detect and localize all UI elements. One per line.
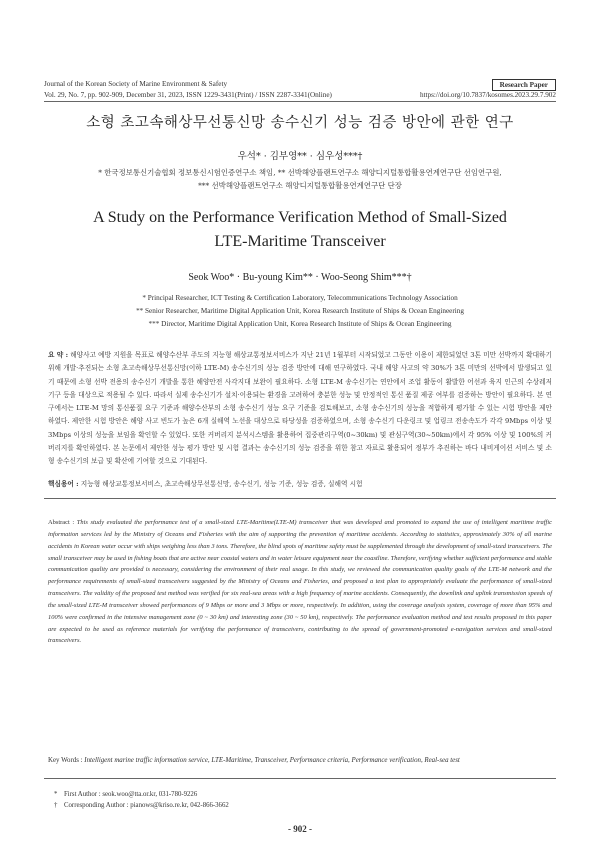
korean-keywords-text: 지능형 해상교통정보서비스, 초고속해상무선통신망, 송수신기, 성능 기준, 성능 검증, 실해역 시험 xyxy=(80,480,363,488)
journal-header xyxy=(44,79,556,101)
footnote-symbol: † xyxy=(54,802,58,809)
footnote-text: Corresponding Author : pianows@kriso.re.kr, 042-866-3662 xyxy=(64,802,229,809)
korean-affiliation-line: *** 선박해양플랜트연구소 해양디지털통합활용연계연구단 단장 xyxy=(198,181,402,190)
english-title-line: LTE-Maritime Transceiver xyxy=(214,233,386,250)
volume-info: Vol. 29, No. 7, pp. 902-909, December 31, 2023, ISSN 1229-3431(Print) / ISSN 2287-3341(Online) xyxy=(44,91,332,99)
english-abstract-label: Abstract : xyxy=(48,519,75,526)
english-affiliations xyxy=(30,292,570,331)
english-affiliation-line: ** Senior Researcher, Maritime Digital Application Unit, Korea Research Institute of Ships & Ocean Engineering xyxy=(136,307,464,315)
english-affiliation-line: * Principal Researcher, ICT Testing & Certification Laboratory, Telecommunications Technology Association xyxy=(142,294,458,302)
korean-affiliation-line: * 한국정보통신기술협회 정보통신시험인증연구소 책임, ** 선박해양플랜트연구소 해양디지털통합활용연계연구단 선임연구원, xyxy=(98,168,502,177)
korean-authors: 우석* · 김부영** · 심우성***† xyxy=(237,151,363,162)
footnote-text: First Author : seok.woo@tta.or.kr, 031-780-9226 xyxy=(64,791,198,798)
korean-keywords-label: 핵심용어 : xyxy=(48,480,79,488)
korean-title: 소형 초고속해상무선통신망 송수신기 성능 검증 방안에 관한 연구 xyxy=(86,115,514,131)
footnotes xyxy=(54,789,554,811)
header-divider xyxy=(44,101,556,102)
english-keywords-label: Key Words : xyxy=(48,757,83,764)
section-divider xyxy=(44,498,556,499)
english-keywords xyxy=(48,756,552,766)
page-number: - 902 - xyxy=(288,824,312,834)
korean-keywords xyxy=(48,479,552,489)
research-paper-badge: Research Paper xyxy=(492,79,556,91)
korean-abstract-label: 요 약 : xyxy=(48,351,69,359)
english-authors: Seok Woo* · Bu-young Kim** · Woo-Seong Shim***† xyxy=(188,272,412,283)
korean-abstract xyxy=(48,349,552,469)
doi-link[interactable]: https://doi.org/10.7837/kosomes.2023.29.7.902 xyxy=(419,91,556,99)
footnote-divider xyxy=(44,778,556,779)
korean-abstract-text: 해양사고 예방 지원을 목표로 해양수산부 주도의 지능형 해상교통정보서비스가 지난 21년 1월부터 시작되었고 그동안 이용이 제한되었던 3톤 미만 선박까지 확대하기 위해 개발·추진되는 소형 초고속해상무선통신망(이하 LTE-M) 송수신기의 성능 검증 방안에 대해 연구하였다. 국내 해양 사고의 약 30%가 3톤 미만의 선박에서 발생되고 있기 때문에 소형 선박 전용의 송수신기 개발을 통한 해양안전 사각지대 보완이 필요하다. 소형 LTE-M 송수신기는 연안에서 조업 활동이 활발한 어선과 육지 인근의 수상레저기구 등을 대상으로 적용될 수 있다. 따라서 실제 송수신기가 설치·이용되는 환경을 고려하여 충분한 성능 및 안정적인 통신 품질 제공 여부를 검증하는 방안이 필요하다. 본 연구에서는 LTE-M 망의 통신품질 요구 기준과 해양수산부의 소형 송수신기 성능 요구 기준을 검토해보고, 소형 송수신기의 성능을 적합하게 평가할 수 있는 시험 방안을 제안하였다. 제안한 시험 방안은 해양 사고 빈도가 높은 6개 실해역 노선을 대상으로 타당성을 검증하였으며, 소형 송수신기 다운링크 및 업링크 전송속도가 각각 9Mbps 이상 및 3Mbps 이상의 성능을 보임을 확인할 수 있었다. 또한 커버리지 분석시스템을 활용하여 집중관리구역(0~30km) 및 관심구역(30~50km)에서 각 95% 이상 및 100%의 커버리지를 확인하였다. 본 논문에서 제안한 성능 평가 방안 및 시험 결과는 송수신기의 성능 검증을 위한 참고 자료로 활용되어 정부가 추진하는 바다 내비게이션 서비스 및 소형 송수신기의 보급 및 확산에 기여할 것으로 기대된다. xyxy=(48,351,552,466)
journal-name: Journal of the Korean Society of Marine Environment & Safety xyxy=(44,80,228,89)
english-keywords-text: Intelligent marine traffic information service, LTE-Maritime, Transceiver, Performance criteria, Performance verification, Real-sea test xyxy=(84,757,460,764)
english-title xyxy=(0,206,600,254)
english-affiliation-line: *** Director, Maritime Digital Application Unit, Korea Research Institute of Ships & Ocean Engineering xyxy=(148,320,452,328)
footnote-corresponding-author xyxy=(54,800,554,811)
korean-affiliations xyxy=(30,166,570,192)
english-abstract-text: This study evaluated the performance test of a small-sized LTE-Maritime(LTE-M) transceiver that was developed and promoted to expand the use of intelligent maritime traffic information services led by the Ministry of Oceans and Fisheries with the aim of supporting the prevention of maritime accidents. According to statistics, approximately 30% of all marine accidents in Korean water occur with ships weighing less than 3 tons. Therefore, the blind spots of maritime safety must be supplemented through the development of small-sized transceivers. The small transceiver may be used in fishing boats that are active near coastal waters and in water leisure equipment near the coastline. Therefore, verifying whether sufficient performance and stable communication quality are provided is necessary, considering the environment of their real usage. In this study, we reviewed the communication quality goals of the LTE-M network and the performance requirements of small-sized transceivers suggested by the Ministry of Oceans and Fisheries, and proposed a test plan to appropriately evaluate the performance of small-sized transceivers. The validity of the proposed test method was verified for six real-sea areas with a high frequency of marine accidents. Consequently, the downlink and uplink transmission speeds of the small-sized LTE-M transceiver showed performances of 9 Mbps or more and 3 Mbps or more, respectively. In addition, using the coverage analysis system, coverage of more than 95% and 100% were confirmed in the intensive management zone (0 ~ 30 km) and interesting zone (30 ~ 50 km), respectively. The performance evaluation method and test results proposed in this paper are expected to be used as reference materials for verifying the performance of transceivers, contributing to the spread of government-promoted e-navigation services and small-sized transceivers. xyxy=(48,519,552,645)
footnote-first-author xyxy=(54,789,554,800)
footnote-symbol: * xyxy=(54,791,58,798)
english-title-line: A Study on the Performance Verification Method of Small-Sized xyxy=(93,209,507,226)
english-abstract xyxy=(48,517,552,647)
